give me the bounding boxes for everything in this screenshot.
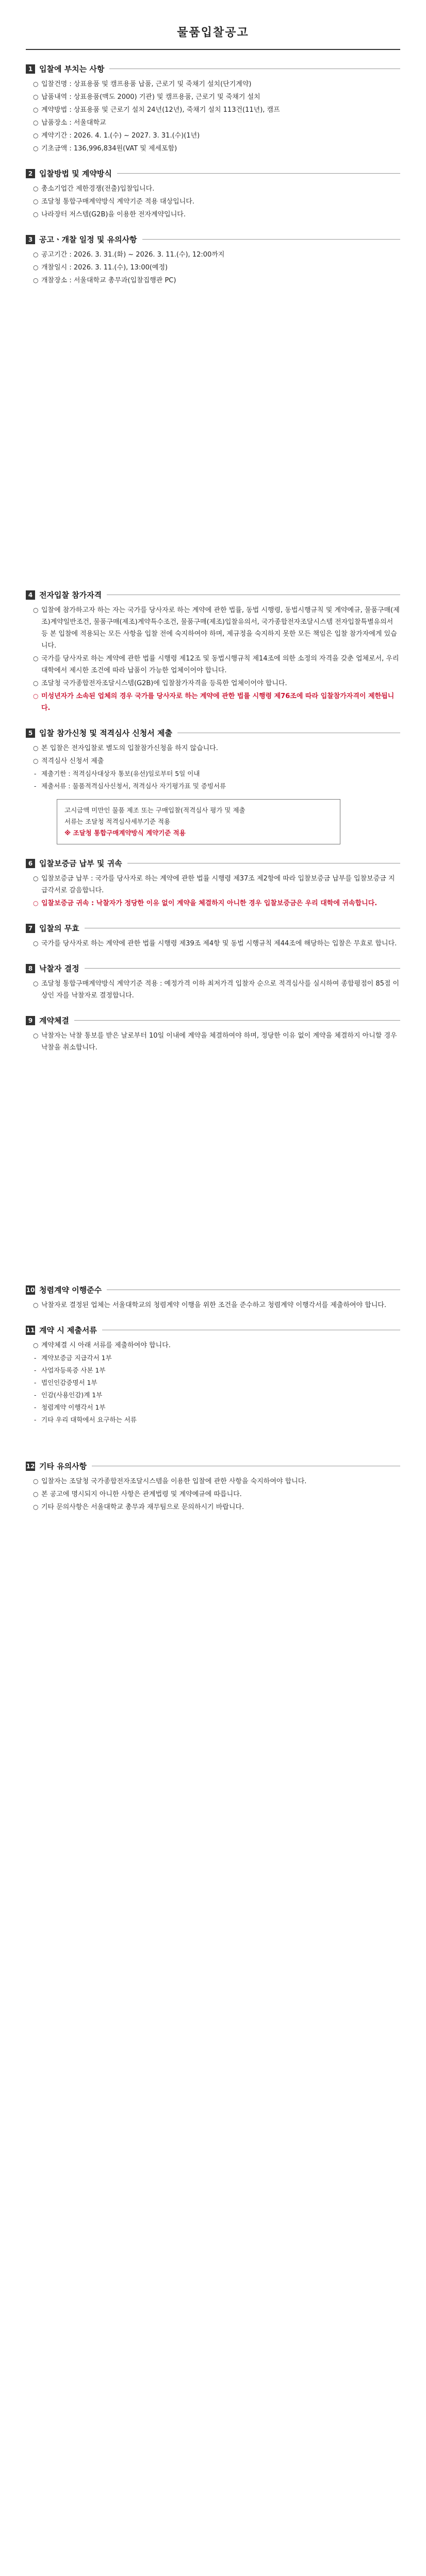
- section-number: 9: [26, 1016, 35, 1025]
- section-gap: [26, 287, 400, 576]
- section-heading: [26, 234, 400, 245]
- sub-list-item: - 인감(사용인감)계 1부: [34, 1389, 400, 1401]
- list-item: ○ 적격심사 신청서 제출: [33, 755, 400, 767]
- list-item: ○ 본 입찰은 전자입찰로 별도의 입찰참가신청을 하지 않습니다.: [33, 742, 400, 754]
- section-number: 8: [26, 964, 35, 973]
- section-number: 11: [26, 1326, 35, 1334]
- section-item-list: [33, 1476, 400, 1513]
- list-item: ○ 국가를 당사자로 하는 계약에 관한 법률 시행령 제12조 및 동법시행규칙 제14조에 의한 소정의 자격을 갖춘 업체로서, 우리 대학에서 제시한 조건에 따라 납품이 가능한 업체이어야 합니다.: [33, 653, 400, 676]
- section-title: 기타 유의사항: [39, 1462, 87, 1471]
- list-item: ○ 조달청 국가종합전자조달시스템(G2B)에 입찰참가자격을 등록한 업체이어야 합니다.: [33, 677, 400, 689]
- sub-list-item: - 청렴계약 이행각서 1부: [34, 1402, 400, 1413]
- section-item-list: [33, 1299, 400, 1311]
- list-item: ○ 납품내역 : 상표용품(맥도 2000) 기관) 및 캠프용품, 근로기 및 죽채기 설치: [33, 91, 400, 103]
- section-title: 입찰 참가신청 및 적격심사 신청서 제출: [39, 728, 172, 738]
- section-item-list: [33, 249, 400, 286]
- section-heading: [26, 1015, 400, 1026]
- section-divider: [142, 239, 400, 240]
- section-number: 1: [26, 64, 35, 74]
- section-heading: [26, 589, 400, 600]
- section-title: 입찰의 무효: [39, 924, 79, 933]
- list-item: ○ 본 공고에 명시되지 아니한 사항은 관계법령 및 계약예규에 따릅니다.: [33, 1488, 400, 1500]
- section-title: 전자입찰 참가자격: [39, 590, 102, 600]
- section-number: 6: [26, 859, 35, 868]
- sub-list-item: - 제출서류 : 물품적격심사신청서, 적격심사 자기평가표 및 증빙서류: [34, 781, 400, 792]
- section-item-list: [33, 1340, 400, 1351]
- section-number: 4: [26, 590, 35, 600]
- list-item: ○ 조달청 통합구매계약방식 계약기준 적용 : 예정가격 이하 최저가격 입찰자 순으로 적격심사를 실시하여 종합평점이 85점 이상인 자를 낙찰자로 결정합니다.: [33, 978, 400, 1002]
- section-number: 10: [26, 1286, 35, 1294]
- section-sub-list: [34, 768, 400, 792]
- list-item: ○ 개찰일시 : 2026. 3. 11.(수), 13:00(예정): [33, 262, 400, 274]
- section-title: 공고ㆍ개찰 일정 및 유의사항: [39, 235, 137, 244]
- section-title: 낙찰자 결정: [39, 964, 79, 973]
- list-item: ○ 기타 문의사항은 서울대학교 총무과 재무팀으로 문의하시기 바랍니다.: [33, 1501, 400, 1513]
- title-divider: [26, 49, 400, 50]
- list-item: ○ 납품장소 : 서울대학교: [33, 117, 400, 129]
- sub-list-item: - 제출기한 : 적격심사대상자 통보(유선)일로부터 5일 이내: [34, 768, 400, 779]
- section-heading: [26, 1325, 400, 1335]
- section-number: 5: [26, 728, 35, 738]
- sub-list-item: - 기타 우리 대학에서 요구하는 서류: [34, 1414, 400, 1426]
- list-item: ○ 입찰자는 조달청 국가종합전자조달시스템을 이용한 입찰에 관한 사항을 숙지하여야 합니다.: [33, 1476, 400, 1487]
- list-item: ○ 입찰건명 : 상표용품 및 캠프용품 납품, 근로기 및 죽채기 설치(단기계약): [33, 78, 400, 90]
- section-item-list: [33, 604, 400, 714]
- note-box: [57, 799, 340, 844]
- list-item: ○ 개찰장소 : 서울대학교 총무과(입찰집행관 PC): [33, 275, 400, 286]
- list-item: ○ 기초금액 : 136,996,834원(VAT 및 제세포함): [33, 143, 400, 155]
- section-title: 청렴계약 이행준수: [39, 1285, 102, 1295]
- list-item: ○ 공고기간 : 2026. 3. 31.(화) ~ 2026. 3. 11.(수), 12:00까지: [33, 249, 400, 261]
- section-heading: [26, 1461, 400, 1471]
- section-title: 입찰방법 및 계약방식: [39, 169, 112, 178]
- section-item-list: [33, 1030, 400, 1054]
- section-divider: [117, 173, 400, 174]
- section-item-list: [33, 978, 400, 1002]
- list-item: ○ 계약방법 : 상표용품 및 근로기 설치 24년(12년), 죽채기 설치 113건(11년), 캠프: [33, 104, 400, 116]
- list-item: ○ 미성년자가 소속된 업체의 경우 국가를 당사자로 하는 계약에 관한 법률 시행령 제76조에 따라 입찰참가자격이 제한됩니다.: [33, 690, 400, 714]
- list-item: ○ 계약기간 : 2026. 4. 1.(수) ~ 2027. 3. 31.(수)(1년): [33, 130, 400, 142]
- section-heading: [26, 727, 400, 738]
- section-item-list: [33, 938, 400, 950]
- note-line: 서류는 조달청 적격심사세부기준 적용: [64, 818, 171, 825]
- list-item: ○ 낙찰자로 결정된 업체는 서울대학교의 청렴계약 이행을 위한 조건을 준수하고 청렴계약 이행각서를 제출하여야 합니다.: [33, 1299, 400, 1311]
- note-line: ※ 조달청 통합구매계약방식 계약기준 적용: [64, 829, 186, 837]
- section-gap: [26, 1427, 400, 1447]
- title-area: [26, 0, 400, 50]
- section-title: 계약체결: [39, 1016, 69, 1025]
- sub-list-item: - 계약보증금 지급각서 1부: [34, 1352, 400, 1364]
- list-item: ○ 총소기업간 제한경쟁(전출)입찰입니다.: [33, 183, 400, 195]
- section-number: 12: [26, 1462, 35, 1470]
- section-number: 2: [26, 169, 35, 178]
- list-item: ○ 국가를 당사자로 하는 계약에 관한 법률 시행령 제39조 제4항 및 동법 시행규칙 제44조에 해당하는 입찰은 무효로 합니다.: [33, 938, 400, 950]
- section-divider: [85, 968, 400, 969]
- list-item: ○ 조달청 통합구매계약방식 계약기준 적용 대상입니다.: [33, 196, 400, 208]
- section-number: 7: [26, 924, 35, 933]
- section-heading: [26, 963, 400, 974]
- list-item: ○ 입찰보증금 납부 : 국가를 당사자로 하는 계약에 관한 법률 시행령 제37조 제2항에 따라 입찰보증금 납부를 입찰보증금 지급각서로 갈음합니다.: [33, 873, 400, 896]
- list-item: ○ 나라장터 저스템(G2B)을 이용한 전자계약입니다.: [33, 209, 400, 221]
- note-line: 고시금액 미만인 물품 제조 또는 구매입찰(적격심사 평가 및 제출: [64, 806, 245, 814]
- section-divider: [74, 1020, 400, 1021]
- list-item: ○ 입찰보증금 귀속 : 낙찰자가 정당한 이유 없이 계약을 체결하지 아니한 경우 입찰보증금은 우리 대학에 귀속합니다.: [33, 897, 400, 909]
- section-heading: [26, 168, 400, 179]
- list-item: ○ 낙찰자는 낙찰 통보를 받은 날로부터 10일 이내에 계약을 체결하여야 하며, 정당한 이유 없이 계약을 체결하지 아니할 경우 낙찰을 취소합니다.: [33, 1030, 400, 1054]
- list-item: ○ 계약체결 시 아래 서류를 제출하여야 합니다.: [33, 1340, 400, 1351]
- section-item-list: [33, 742, 400, 767]
- page-title: 물품입찰공고: [177, 26, 249, 39]
- section-heading: [26, 923, 400, 934]
- section-item-list: [33, 873, 400, 909]
- section-number: 3: [26, 235, 35, 244]
- section-title: 계약 시 제출서류: [39, 1326, 97, 1335]
- section-sub-list: [34, 1352, 400, 1426]
- section-item-list: [33, 78, 400, 155]
- section-heading: [26, 63, 400, 74]
- sections-container: [26, 63, 400, 1513]
- section-item-list: [33, 183, 400, 221]
- section-heading: [26, 858, 400, 869]
- list-item: ○ 입찰에 참가하고자 하는 자는 국가를 당사자로 하는 계약에 관한 법률, 동법 시행령, 동법시행규칙 및 계약예규, 물품구매(제조)계약일반조건, 물품구매(제조)계약특수조건, 물품구매(제조)입찰유의서, 국가종합전자조달시스템 전자입찰특별유의서 등 본 입찰에 적용되는 모든 사항을 입찰 전에 숙지하여야 하며, 제규정을 숙지하지 못한 모든 책임은 입찰 참가자에게 있습니다.: [33, 604, 400, 652]
- section-heading: [26, 1284, 400, 1295]
- sub-list-item: - 법인인감증명서 1부: [34, 1377, 400, 1388]
- section-title: 입찰보증금 납부 및 귀속: [39, 859, 122, 868]
- section-gap: [26, 1055, 400, 1271]
- section-title: 입찰에 부치는 사항: [39, 64, 105, 74]
- sub-list-item: - 사업자등록증 사본 1부: [34, 1365, 400, 1376]
